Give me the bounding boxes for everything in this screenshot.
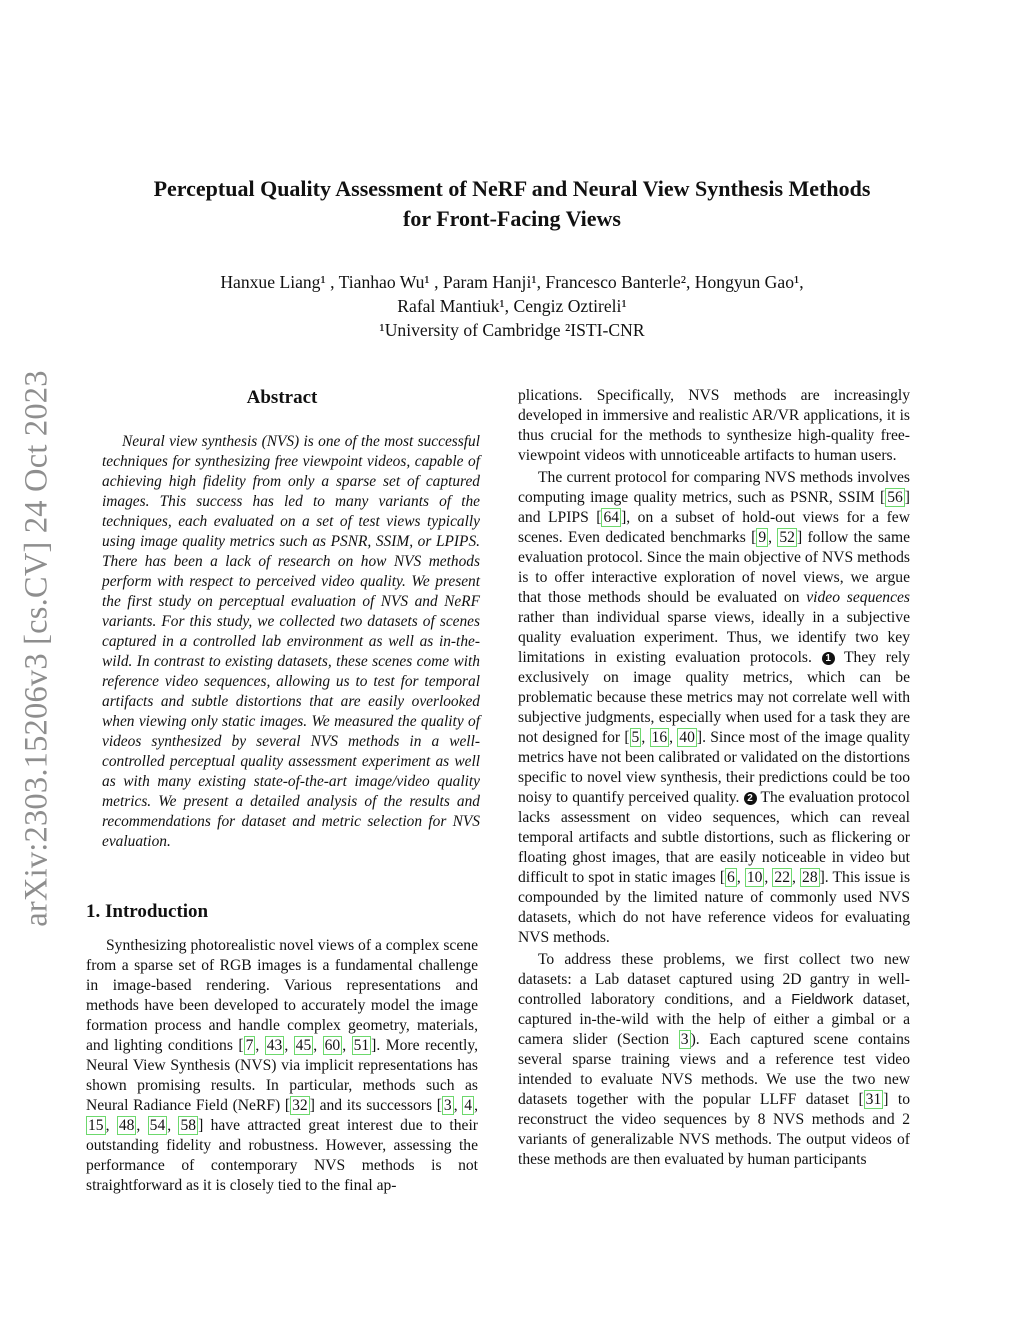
citation-link[interactable]: 48: [118, 1117, 135, 1134]
citation-link[interactable]: 58: [180, 1117, 197, 1134]
citation-link[interactable]: 52: [779, 529, 795, 546]
paper-title: [90, 174, 934, 234]
numbered-marker-1: 1: [822, 652, 835, 665]
arxiv-identifier[interactable]: arXiv:2303.15206v3 [cs.CV] 24 Oct 2023: [18, 369, 55, 927]
title-line-1: Perceptual Quality Assessment of NeRF and Neural View Synthesis Methods: [153, 176, 871, 201]
citation-link[interactable]: 3: [443, 1097, 452, 1114]
citation-link[interactable]: 60: [324, 1037, 341, 1054]
author-line-1: Hanxue Liang¹ , Tianhao Wu¹ , Param Hanji¹, Francesco Banterle², Hongyun Gao¹,: [220, 272, 804, 292]
citation-link[interactable]: 40: [679, 729, 695, 746]
citation-link[interactable]: 6: [727, 869, 735, 886]
citation-link[interactable]: 7: [245, 1037, 254, 1054]
emphasis-video-sequences: video sequences: [806, 589, 910, 606]
citation-link[interactable]: 22: [774, 869, 791, 886]
numbered-marker-2: 2: [744, 792, 757, 805]
citation-link[interactable]: 64: [603, 509, 620, 526]
intro-paragraph-1: Synthesizing photorealistic novel views of a complex scene from a sparse set of RGB images is a fundamental challenge in image-based rendering. Various representations and methods have been developed to accurately model the image formation process and handle complex geometry, materials, and lighting conditions [ 7 , 43 , 45 , 60 , 51 ]. More recently, Neural View Synthesis (NVS) via implicit representations has shown promising results. In particular, methods such as Neural Radiance Field (NeRF) [ 32 ] and its successors [ 3 , 4 , 15 , 48 , 54 , 58 ] have attracted great interest due to their outstanding fidelity and robustness. However, assessing the performance of contemporary NVS methods is not straightforward as it is closely tied to the final ap-: [86, 937, 479, 1194]
citation-link[interactable]: 31: [865, 1091, 882, 1108]
citation-link[interactable]: 15: [88, 1117, 104, 1134]
citation-link[interactable]: 54: [149, 1117, 166, 1134]
citation-link[interactable]: 43: [266, 1037, 283, 1054]
citation-link[interactable]: 51: [353, 1037, 370, 1054]
intro-paragraph-1-continued: plications. Specifically, NVS methods are increasingly developed in immersive and realistic AR/VR applications, it is thus crucial for the methods to synthesize high-quality free-viewpoint videos with unnoticeable artifacts to human users.: [518, 387, 910, 464]
dataset-name-fieldwork: Fieldwork: [791, 992, 854, 1008]
citation-link[interactable]: 56: [887, 489, 903, 506]
title-line-2: for Front-Facing Views: [403, 206, 621, 231]
affiliations: ¹University of Cambridge ²ISTI-CNR: [379, 320, 645, 340]
author-line-2: Rafal Mantiuk¹, Cengiz Oztireli¹: [397, 296, 627, 316]
citation-link[interactable]: 45: [295, 1037, 312, 1054]
right-column: [518, 386, 910, 1170]
intro-paragraph-2: The current protocol for comparing NVS methods involves computing image quality metrics, such as PSNR, SSIM [ 56 ] and LPIPS [ 64 ], on a subset of hold-out views for a few scenes. Even dedicated benchmarks [ 9 , 52 ] follow the same evaluation protocol. Since the main objective of NVS methods is to offer interactive exploration of novel views, we argue that those methods should be evaluated on video sequences rather than individual sparse views, ideally in a subjective quality evaluation experiment. Thus, we identify two key limitations in existing evaluation protocols. 1 They rely exclusively on image quality metrics, which can be problematic because these metrics may not correlate well with subjective judgments, especially when used for a task they are not designed for [ 5 , 16 , 40 ]. Since most of the image quality metrics have not been calibrated or validated on the distortions specific to novel view synthesis, their predictions could be too noisy to quantify perceived quality. 2 The evaluation protocol lacks assessment on video sequences, which can reveal temporal artifacts and subtle distortions, such as flickering or floating ghost images, that are easily noticeable in video but difficult to spot in static images [ 6 , 10 , 22 , 28 ]. This issue is compounded by the limited nature of commonly used NVS datasets, which do not have reference videos for evaluating NVS methods.: [518, 469, 911, 946]
arxiv-identifier-margin: [8, 353, 66, 943]
author-block: [90, 270, 934, 342]
abstract-text: Neural view synthesis (NVS) is one of the most successful techniques for synthesizing free viewpoint videos, capable of achieving high fidelity from only a sparse set of captured images. This success has led to many variants of the techniques, each evaluated on a set of test views typically using image quality metrics such as PSNR, SSIM, or LPIPS. There has been a lack of research on how NVS methods perform with respect to perceived video quality. We present the first study on perceptual evaluation of NVS and NeRF variants. For this study, we collected two datasets of scenes captured in a controlled lab environment as well as in-the-wild. In contrast to existing datasets, these scenes come with reference video sequences, allowing us to test for temporal artifacts and subtle distortions that are easily overlooked when viewing only static images. We measured the quality of videos synthesized by several NVS methods in a well-controlled perceptual quality assessment experiment as well as with many existing state-of-the-art image/video quality metrics. We present a detailed analysis of the results and recommendations for dataset and metric selection for NVS evaluation.: [102, 433, 480, 850]
citation-link[interactable]: 10: [746, 869, 763, 886]
citation-link[interactable]: 5: [631, 729, 640, 746]
abstract-heading: Abstract: [246, 387, 318, 408]
introduction-heading: 1. Introduction: [86, 901, 209, 922]
citation-link[interactable]: 28: [802, 869, 818, 886]
citation-link[interactable]: 9: [758, 529, 767, 546]
section-link[interactable]: 3: [680, 1031, 689, 1048]
citation-link[interactable]: 16: [651, 729, 668, 746]
left-column: [86, 384, 478, 1196]
citation-link[interactable]: 32: [292, 1097, 308, 1114]
intro-paragraph-3: To address these problems, we first collect two new datasets: a Lab dataset captured using 2D gantry in well-controlled laboratory conditions, and a Fieldwork dataset, captured in-the-wild with the help of either a gimbal or a camera slider (Section 3 ). Each captured scene contains several sparse training views and a reference test video intended to evaluate NVS methods. We use the two new datasets together with the popular LLFF dataset [ 31 ] to reconstruct the video sequences by 8 NVS methods and 2 variants of generalizable NVS methods. The output videos of these methods are then evaluated by human participants: [518, 951, 910, 1168]
citation-link[interactable]: 4: [464, 1097, 473, 1114]
